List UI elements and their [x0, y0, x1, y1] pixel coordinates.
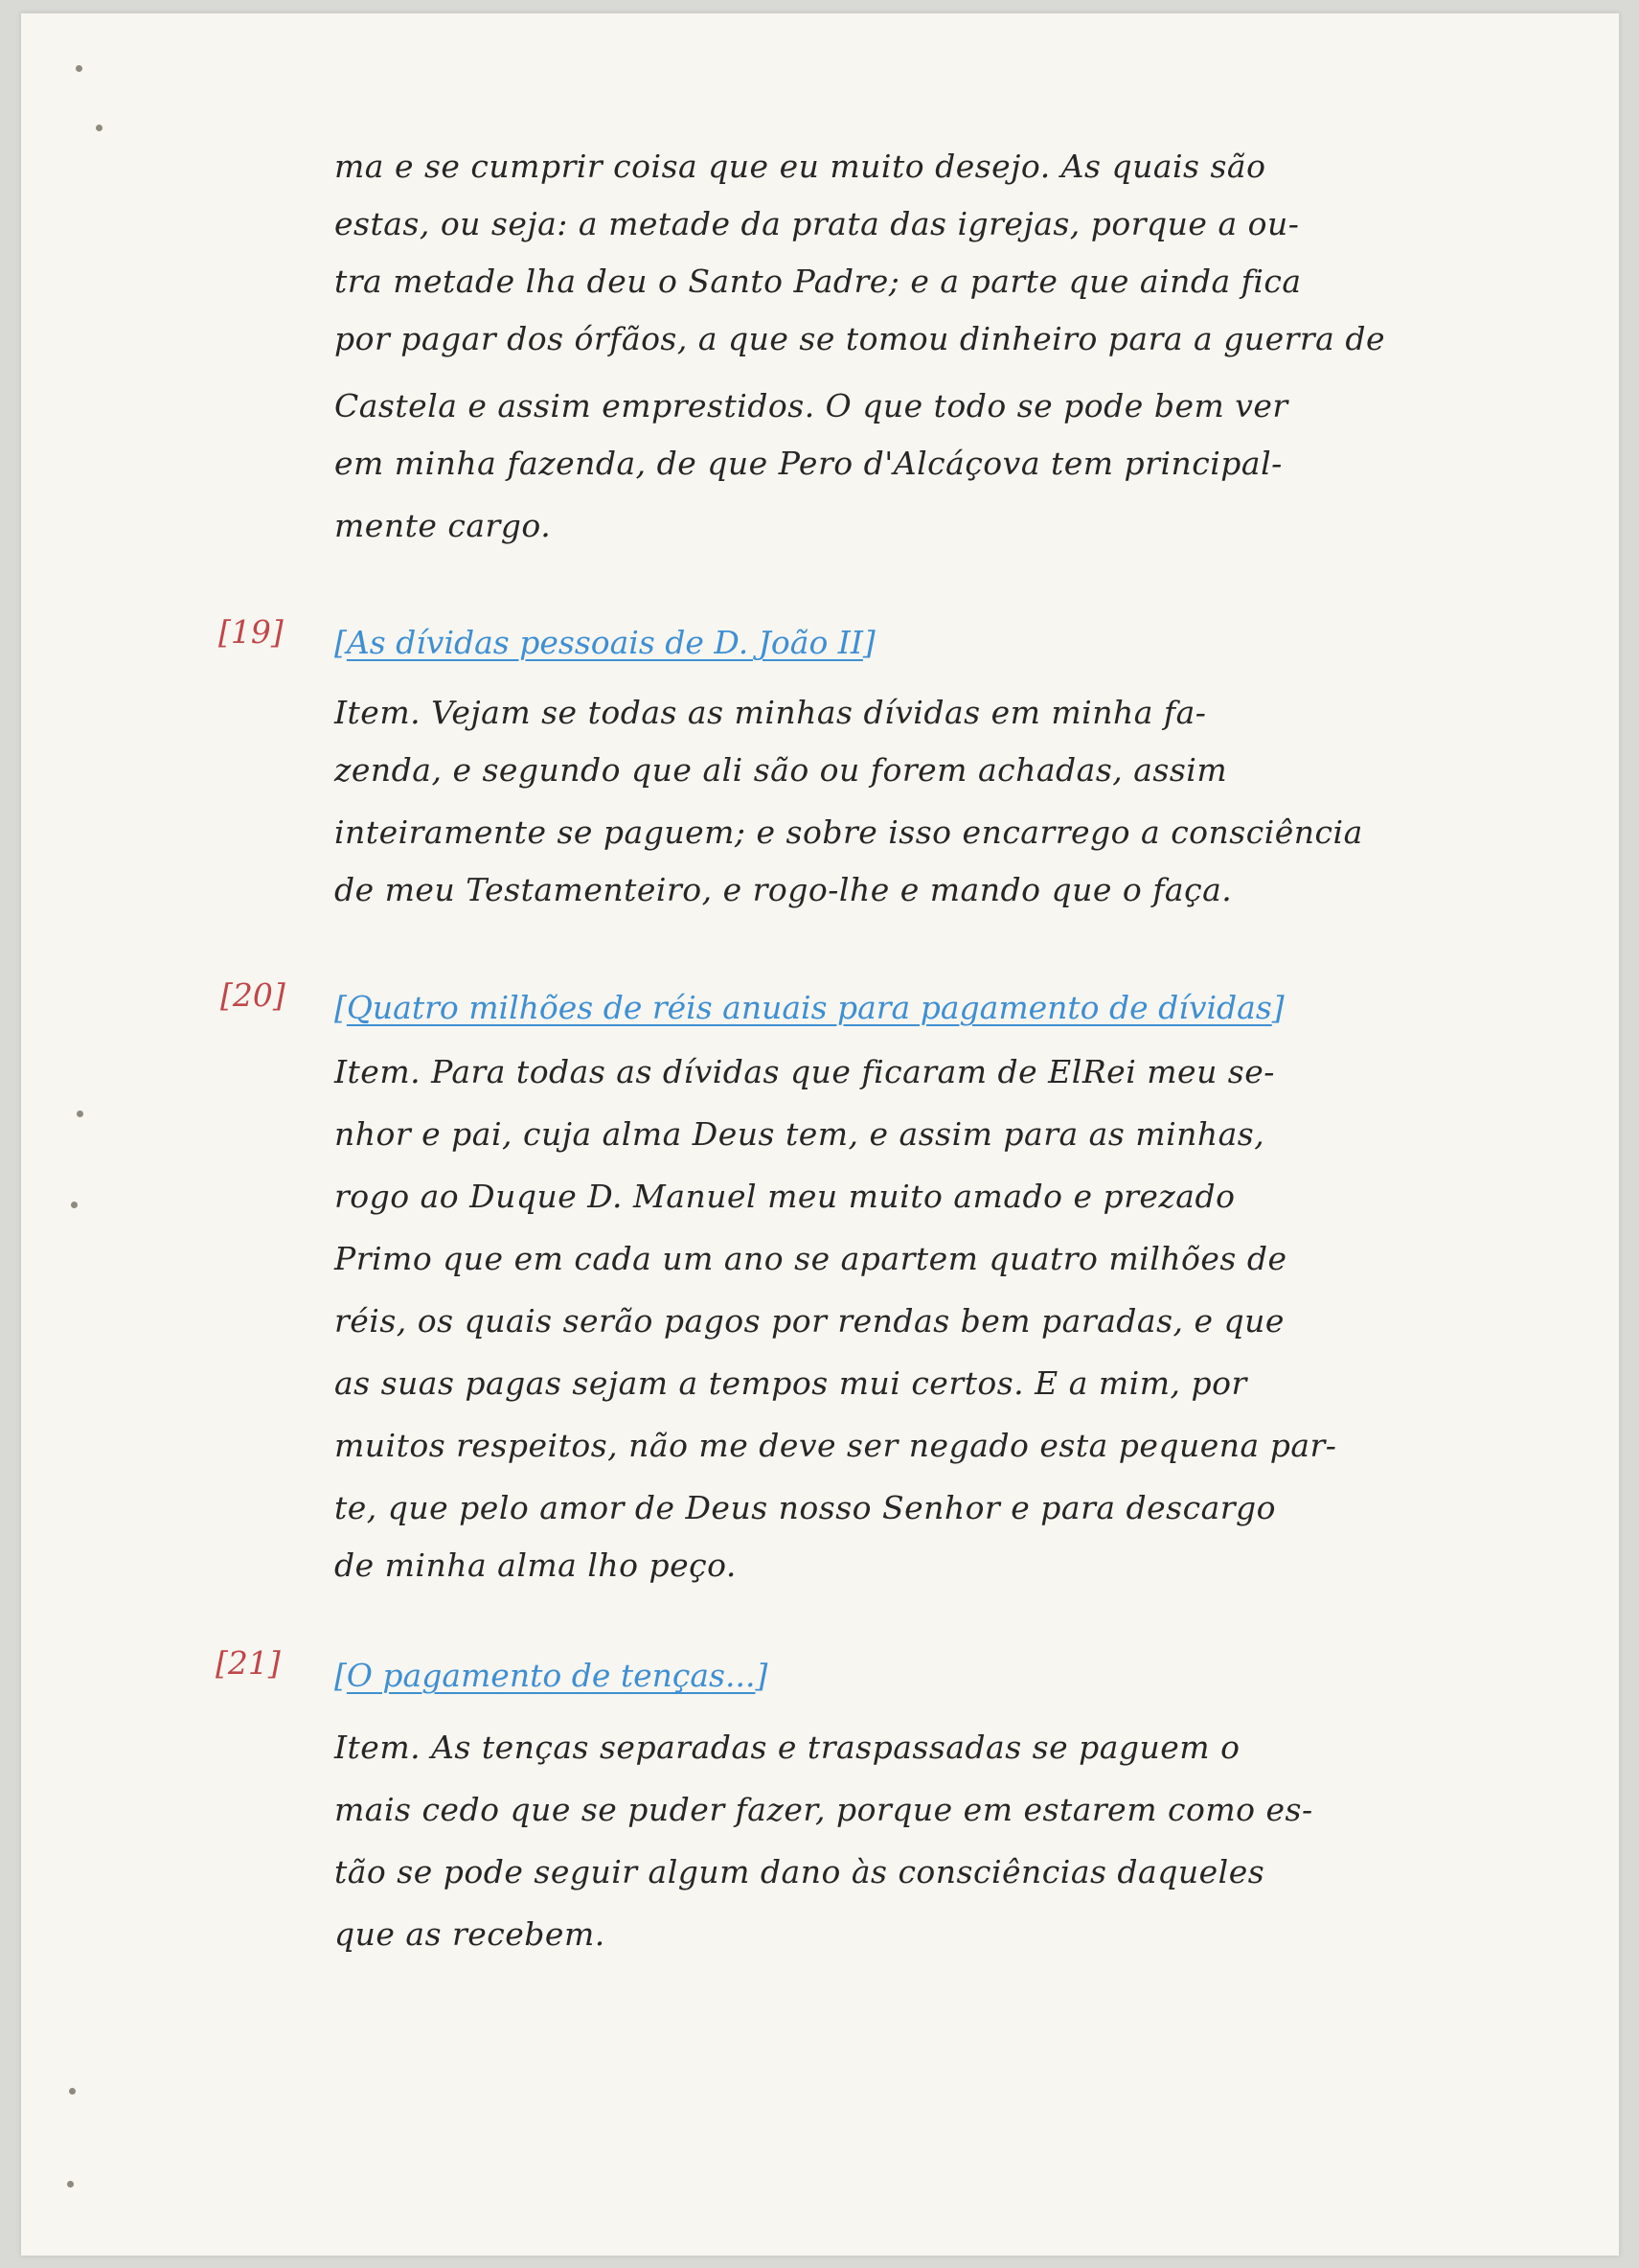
text-line: que as recebem. — [334, 1915, 605, 1953]
section-heading: [Quatro milhões de réis anuais para pagamento de dívidas] — [334, 989, 1285, 1026]
text-line: Item. Para todas as dívidas que ficaram de ElRei meu se- — [334, 1053, 1275, 1090]
punch-hole-mark — [71, 1202, 78, 1208]
text-line: de meu Testamenteiro, e rogo-lhe e mando que o faça. — [334, 871, 1233, 908]
text-line: réis, os quais serão pagos por rendas bem paradas, e que — [334, 1302, 1285, 1340]
text-line: Item. As tenças separadas e traspassadas se paguem o — [334, 1729, 1241, 1766]
text-line: Castela e assim emprestidos. O que todo se pode bem ver — [334, 387, 1288, 424]
text-line: tão se pode seguir algum dano às consciências daqueles — [334, 1853, 1265, 1890]
text-line: as suas pagas sejam a tempos mui certos. E a mim, por — [334, 1364, 1247, 1402]
text-line: muitos respeitos, não me deve ser negado esta pequena par- — [334, 1427, 1337, 1464]
text-line: rogo ao Duque D. Manuel meu muito amado e prezado — [334, 1178, 1236, 1215]
text-line: inteiramente se paguem; e sobre isso encarrego a consciência — [334, 813, 1363, 851]
section-heading-text: Quatro milhões de réis anuais para pagamento de dívidas — [346, 989, 1272, 1026]
text-line: em minha fazenda, de que Pero d'Alcáçova tem principal- — [334, 445, 1283, 482]
punch-hole-mark — [77, 1111, 83, 1117]
text-line: estas, ou seja: a metade da prata das igrejas, porque a ou- — [334, 205, 1300, 242]
text-line: tra metade lha deu o Santo Padre; e a parte que ainda fica — [334, 263, 1302, 300]
text-line: por pagar dos órfãos, a que se tomou dinheiro para a guerra de — [334, 320, 1385, 357]
text-line: Item. Vejam se todas as minhas dívidas em minha fa- — [334, 694, 1207, 731]
punch-hole-mark — [96, 125, 102, 131]
text-line: ma e se cumprir coisa que eu muito desejo. As quais são — [334, 148, 1266, 185]
text-line: zenda, e segundo que ali são ou forem achadas, assim — [334, 751, 1228, 789]
punch-hole-mark — [67, 2181, 74, 2188]
punch-hole-mark — [76, 65, 82, 72]
text-line: de minha alma lho peço. — [334, 1546, 737, 1584]
section-heading-text: As dívidas pessoais de D. João II — [346, 624, 863, 661]
text-line: nhor e pai, cuja alma Deus tem, e assim para as minhas, — [334, 1115, 1265, 1153]
text-line: te, que pelo amor de Deus nosso Senhor e para descargo — [334, 1489, 1277, 1526]
section-heading-text: O pagamento de tenças... — [346, 1657, 756, 1694]
section-heading: [O pagamento de tenças...] — [334, 1657, 768, 1694]
punch-hole-mark — [69, 2088, 76, 2095]
section-number: [19] — [218, 613, 284, 651]
section-number: [20] — [220, 976, 285, 1014]
text-line: mente cargo. — [334, 507, 552, 544]
section-heading: [As dívidas pessoais de D. João II] — [334, 624, 876, 661]
section-number: [21] — [216, 1644, 281, 1682]
text-line: mais cedo que se puder fazer, porque em estarem como es- — [334, 1791, 1313, 1828]
manuscript-page — [21, 13, 1619, 2256]
text-line: Primo que em cada um ano se apartem quatro milhões de — [334, 1240, 1287, 1277]
